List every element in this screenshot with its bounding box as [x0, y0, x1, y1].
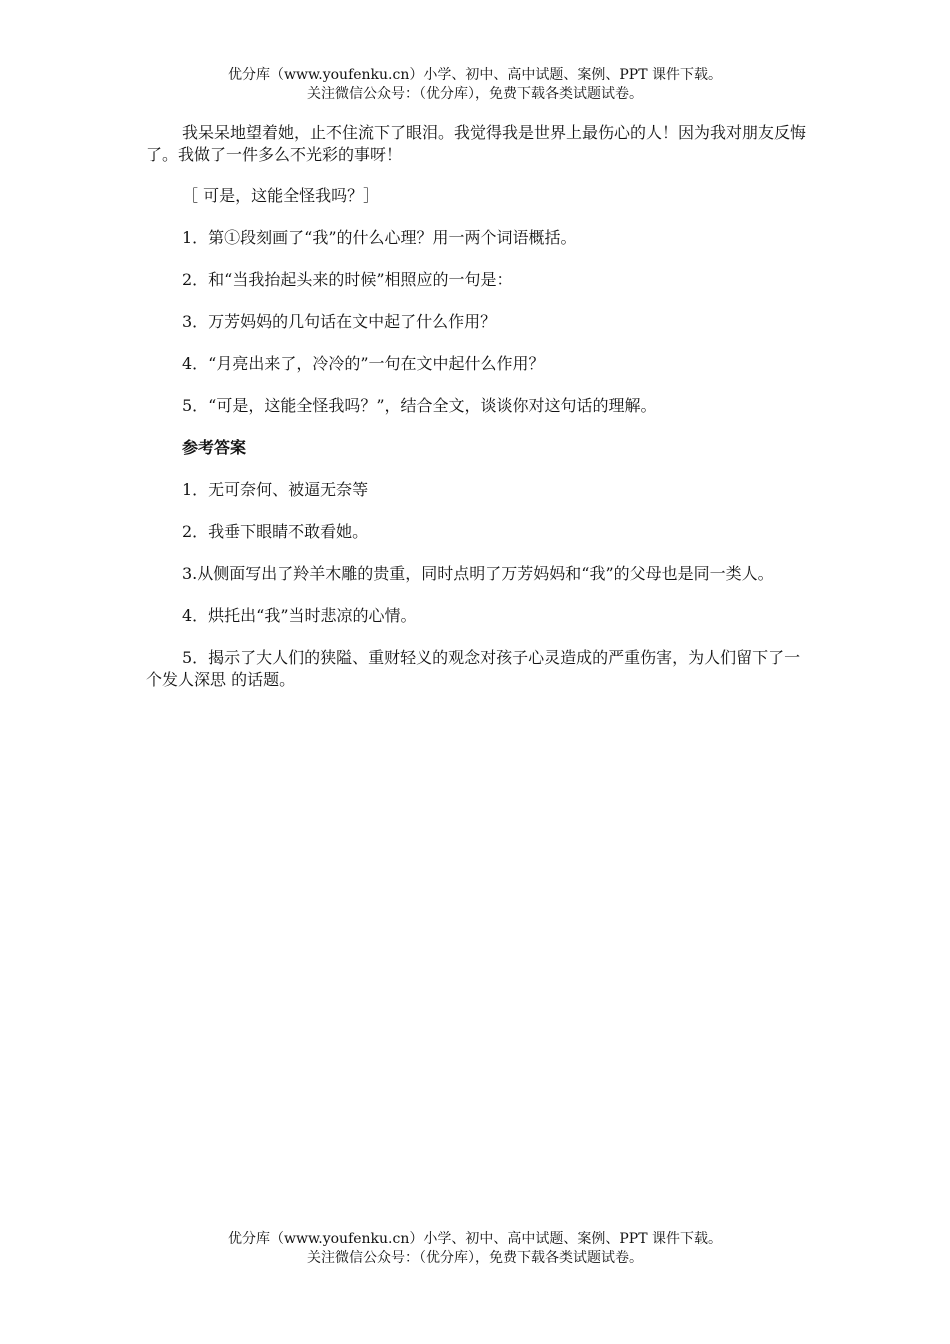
closing-line: ［ 可是，这能全怪我吗？］ [182, 186, 380, 205]
page-header [0, 66, 950, 104]
answer-4: 4．烘托出“我”当时悲凉的心情。 [182, 606, 417, 625]
question-3: 3．万芳妈妈的几句话在文中起了什么作用？ [182, 312, 497, 331]
question-4: 4．“月亮出来了，冷冷的”一句在文中起什么作用？ [182, 354, 545, 373]
header-line-2: 关注微信公众号：（优分库），免费下载各类试题试卷。 [307, 86, 643, 102]
answer-5: 5．揭示了大人们的狭隘、重财轻义的观念对孩子心灵造成的严重伤害，为人们留下了一个发人深思 的话题。 [146, 648, 801, 689]
answer-3: 3.从侧面写出了羚羊木雕的贵重，同时点明了万芳妈妈和“我”的父母也是同一类人。 [182, 564, 774, 583]
footer-line-1: 优分库（www.youfenku.cn）小学、初中、高中试题、案例、PPT 课件下载。 [227, 1231, 722, 1247]
intro-paragraph: 我呆呆地望着她，止不住流下了眼泪。我觉得我是世界上最伤心的人！因为我对朋友反悔了。我做了一件多么不光彩的事呀！ [146, 123, 807, 164]
answer-2: 2．我垂下眼睛不敢看她。 [182, 522, 369, 541]
footer-line-2: 关注微信公众号：（优分库），免费下载各类试题试卷。 [307, 1250, 643, 1266]
answers-heading: 参考答案 [182, 438, 247, 457]
page-footer [0, 1230, 950, 1268]
answer-1: 1．无可奈何、被逼无奈等 [182, 480, 369, 499]
question-5: 5．“可是，这能全怪我吗？”，结合全文，谈谈你对这句话的理解。 [182, 396, 657, 415]
header-line-1: 优分库（www.youfenku.cn）小学、初中、高中试题、案例、PPT 课件下载。 [227, 67, 722, 83]
question-2: 2．和“当我抬起头来的时候”相照应的一句是： [182, 270, 513, 289]
document-body [146, 122, 806, 711]
question-1: 1．第①段刻画了“我”的什么心理？用一两个词语概括。 [182, 228, 577, 247]
